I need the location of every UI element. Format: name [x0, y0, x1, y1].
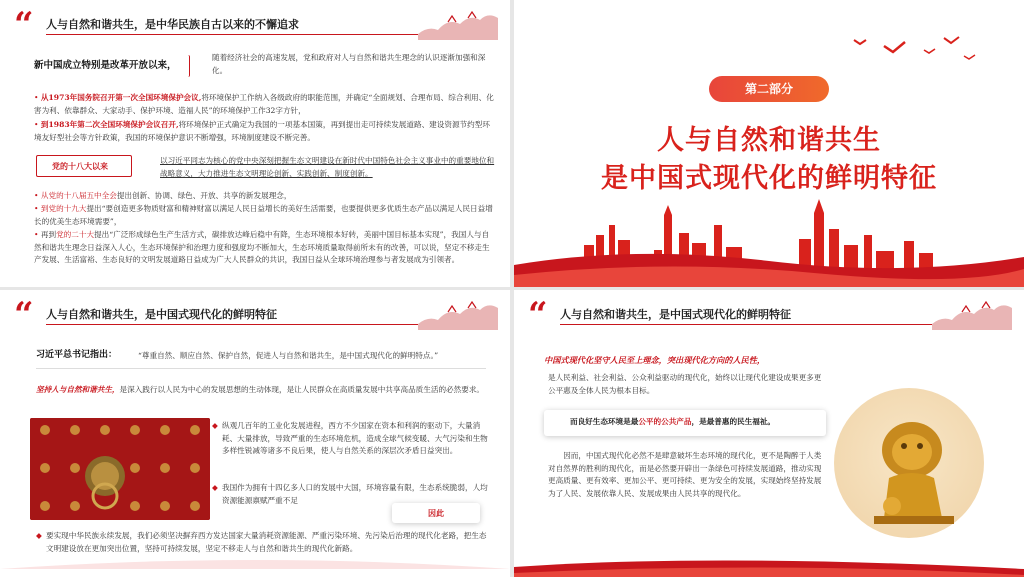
paragraph-1: [36, 384, 486, 397]
header-divider: [46, 324, 436, 325]
lead-text: 是人民利益、社会利益、公众利益驱动的现代化，始终以让现代化建设成果更多更公平惠及全体人民为根本目标。: [548, 373, 822, 395]
highlight-text: [570, 416, 820, 429]
slide-1: [0, 0, 510, 287]
c1-text: 提出创新、协调、绿色、开放、共享的新发展理念，: [116, 191, 292, 200]
box-post: ，是最普惠的民生福祉。: [691, 417, 776, 426]
great-wall-icon: [418, 294, 498, 330]
slide-3-header: 人与自然和谐共生，是中国式现代化的鲜明特征: [46, 308, 277, 321]
body-text: 因而，中国式现代化必然不是肆意破坏生态环境的现代化，更不是陶醉于人类对自然界的胜利的现代化，而是必然要开辟出一条绿色可持续发展道路，推动实现更高质量、更有效率、更加公平、更可持续、更为安全的发展，实现始终坚持发展为了人民、发展依靠人民、发展成果由人民共享的现代化。: [548, 451, 822, 498]
golden-lion-image: [834, 388, 984, 538]
section-title-line-2: 是中国式现代化的鲜明特征: [601, 163, 937, 194]
highlight-box: [544, 410, 826, 436]
quote-mark-icon: “: [528, 295, 548, 335]
header-divider: [560, 324, 950, 325]
slide-2-section-cover: [514, 0, 1024, 287]
slide-1-header: 人与自然和谐共生，是中华民族自古以来的不懈追求: [46, 18, 299, 31]
b2-text: 我国作为拥有十四亿多人口的发展中大国，环境容量有限，生态系统脆弱，人均资源能源禀赋严重不足: [222, 483, 488, 505]
slide-4-header: 人与自然和谐共生，是中国式现代化的鲜明特征: [560, 308, 791, 321]
b1-text: 纵观几百年的工业化发展进程，西方不少国家在资本和利润的驱动下，大量消耗、大量排放，导致严重的生态环境危机，造成全球气候变暖、大气污染和生物多样性锐减等诸多不良后果，使人与自然关系的深层次矛盾日益突出。: [222, 421, 488, 456]
bullet-20th: • 再到党的二十大提出“广泛形成绿色生产生活方式，碳排放达峰后稳中有降，生态环境根本好转，美丽中国目标基本实现”，我国人与自然和谐共生理念日益深入人心，生态环境保护和治理力度和强度均不断加大，生态环境质量取得前所未有的改善，可以说，坚定不移走生产发展、生活富裕、生态良好的文明发展道路日益成为广大人民群众的共识，我国日益从全球环境治理参与者发展成为引领者。: [34, 230, 490, 265]
quote-mark-icon: “: [14, 5, 34, 45]
box-pre: 而良好生态环境是最: [570, 417, 639, 426]
section-title-line-1: 人与自然和谐共生: [657, 125, 881, 156]
quote-divider: [36, 368, 486, 369]
bottom-red-swoosh: [514, 545, 1024, 577]
bullet-1973-text: 将环境保护工作纳入各级政府的职能范围，并确定“全面规划、合理布局、综合利用、化害为利、依靠群众、大家动手、保护环境、造福人民”的环境保护工作32字方针，: [34, 93, 494, 115]
lion-statue-icon: [834, 388, 984, 538]
bullet-china-population: ◆ 我国作为拥有十四亿多人口的发展中大国，环境容量有限，生态系统脆弱，人均资源能源禀赋严重不足: [212, 483, 488, 505]
slide-3: [0, 290, 510, 577]
p1-red: 坚持人与自然和谐共生，: [36, 385, 120, 394]
city-skyline-icon: [514, 195, 1024, 287]
bullet-1983-text: 将环境保护正式确定为我国的一项基本国策，再到提出走可持续发展道路、建设资源节约型环境友好型社会等方针政策，我国的环境保护意识不断增强，环境制度建设不断完善。: [34, 120, 490, 142]
speaker: 习近平总书记指出：: [36, 350, 118, 360]
bullet-sustainable: ◆ 要实现中华民族永续发展，我们必须坚决摒弃西方发达国家大量消耗资源能源、严重污染环境、先污染后治理的现代化老路，把生态文明建设放在更加突出位置，坚持可持续发展，坚定不移走人与自然和谐共生的现代化新路。: [36, 531, 487, 553]
header-divider: [46, 34, 436, 35]
bullet-1973-red: 从1973年国务院召开第一次全国环境保护会议,: [40, 93, 202, 102]
c2-red: 到党的十九大: [40, 204, 87, 213]
c1-red: 从党的十八届五中全会: [40, 191, 117, 200]
c3-pre: 再到: [40, 230, 57, 239]
box-red: 公平的公共产品: [638, 417, 692, 426]
bullet-fifth-plenum: • 从党的十八届五中全会提出创新、协调、绿色、开放、共享的新发展理念，: [34, 191, 292, 200]
lead-red: 中国式现代化坚守人民至上理念，突出现代化方向的人民性，: [544, 355, 766, 365]
lead-text: 随着经济社会的高速发展，党和政府对人与自然和谐共生理念的认识逐渐加强和深化。: [212, 53, 486, 75]
c3-red: 党的二十大: [56, 230, 95, 239]
slide-4: [514, 290, 1024, 577]
section-badge: 第二部分: [709, 76, 829, 102]
p1-text: 是深入践行以人民为中心的发展思想的生动体现，是让人民群众在高质量发展中共享高品质生活的必然要求。: [119, 385, 485, 394]
bullet-west-industrialization: ◆ 纵观几百年的工业化发展进程，西方不少国家在资本和利润的驱动下，大量消耗、大量排放，导致严重的生态环境危机，造成全球气候变暖、大气污染和生物多样性锐减等诸多不良后果，使人与自然关系的深层次矛盾日益突出。: [212, 421, 488, 456]
lead-title: 新中国成立特别是改革开放以来，: [34, 60, 177, 71]
bullet-19th: • 到党的十九大提出“要创造更多物质财富和精神财富以满足人民日益增长的美好生活需要，也要提供更多优质生态产品以满足人民日益增长的优美生态环境需要”，: [34, 204, 493, 226]
quote-text: “尊重自然、顺应自然、保护自然，促进人与自然和谐共生，是中国式现代化的鲜明特点。”: [138, 351, 439, 360]
quote-mark-icon: “: [14, 295, 34, 335]
c2-text: 提出“要创造更多物质财富和精神财富以满足人民日益增长的美好生活需要，也要提供更多优质生态产品以满足人民日益增长的优美生态环境需要”，: [34, 204, 493, 226]
birds-icon: [844, 30, 994, 70]
bullet-1983-red: 到1983年第二次全国环境保护会议召开,: [40, 120, 179, 129]
door-knocker-image: [30, 418, 210, 520]
bullet-1983: • 到1983年第二次全国环境保护会议召开,将环境保护正式确定为我国的一项基本国策，再到提出走可持续发展道路、建设资源节约型环境友好型社会等方针政策，我国的环境保护意识不断增强，环境制度建设不断完善。: [34, 120, 490, 142]
bottom-wave-decoration: [0, 555, 510, 569]
c3-text: 提出“广泛形成绿色生产生活方式，碳排放达峰后稳中有降，生态环境根本好转，美丽中国目标基本实现”，我国人与自然和谐共生理念日益深入人心，生态环境保护和治理力度和强度均不断加大，生态环境质量取得前所未有的改善，可以说，坚定不移走生产发展、生活富裕、生态良好的文明发展道路日益成为广大人民群众的共识，我国日益从全球环境治理参与者发展成为引领者。: [34, 230, 490, 265]
b3-text: 要实现中华民族永续发展，我们必须坚决摒弃西方发达国家大量消耗资源能源、严重污染环境、先污染后治理的现代化老路，把生态文明建设放在更加突出位置，坚持可持续发展，坚定不移走人与自然和谐共生的现代化新路。: [46, 531, 487, 553]
tag-therefore-label: 因此: [428, 508, 444, 518]
tag-18th-congress: 党的十八大以来: [52, 161, 108, 171]
bullet-1973: • 从1973年国务院召开第一次全国环境保护会议,将环境保护工作纳入各级政府的职能范围，并确定“全面规划、合理布局、综合利用、化害为利、依靠群众、大家动手、保护环境、造福人民”的环境保护工作32字方针，: [34, 93, 494, 115]
tag-text: 以习近平同志为核心的党中央深刻把握生态文明建设在新时代中国特色社会主义事业中的重要地位和战略意义，大力推进生态文明理论创新、实践创新、制度创新。: [160, 156, 495, 178]
great-wall-icon: [932, 294, 1012, 330]
tag-therefore: [392, 503, 480, 523]
great-wall-icon: [418, 4, 498, 40]
